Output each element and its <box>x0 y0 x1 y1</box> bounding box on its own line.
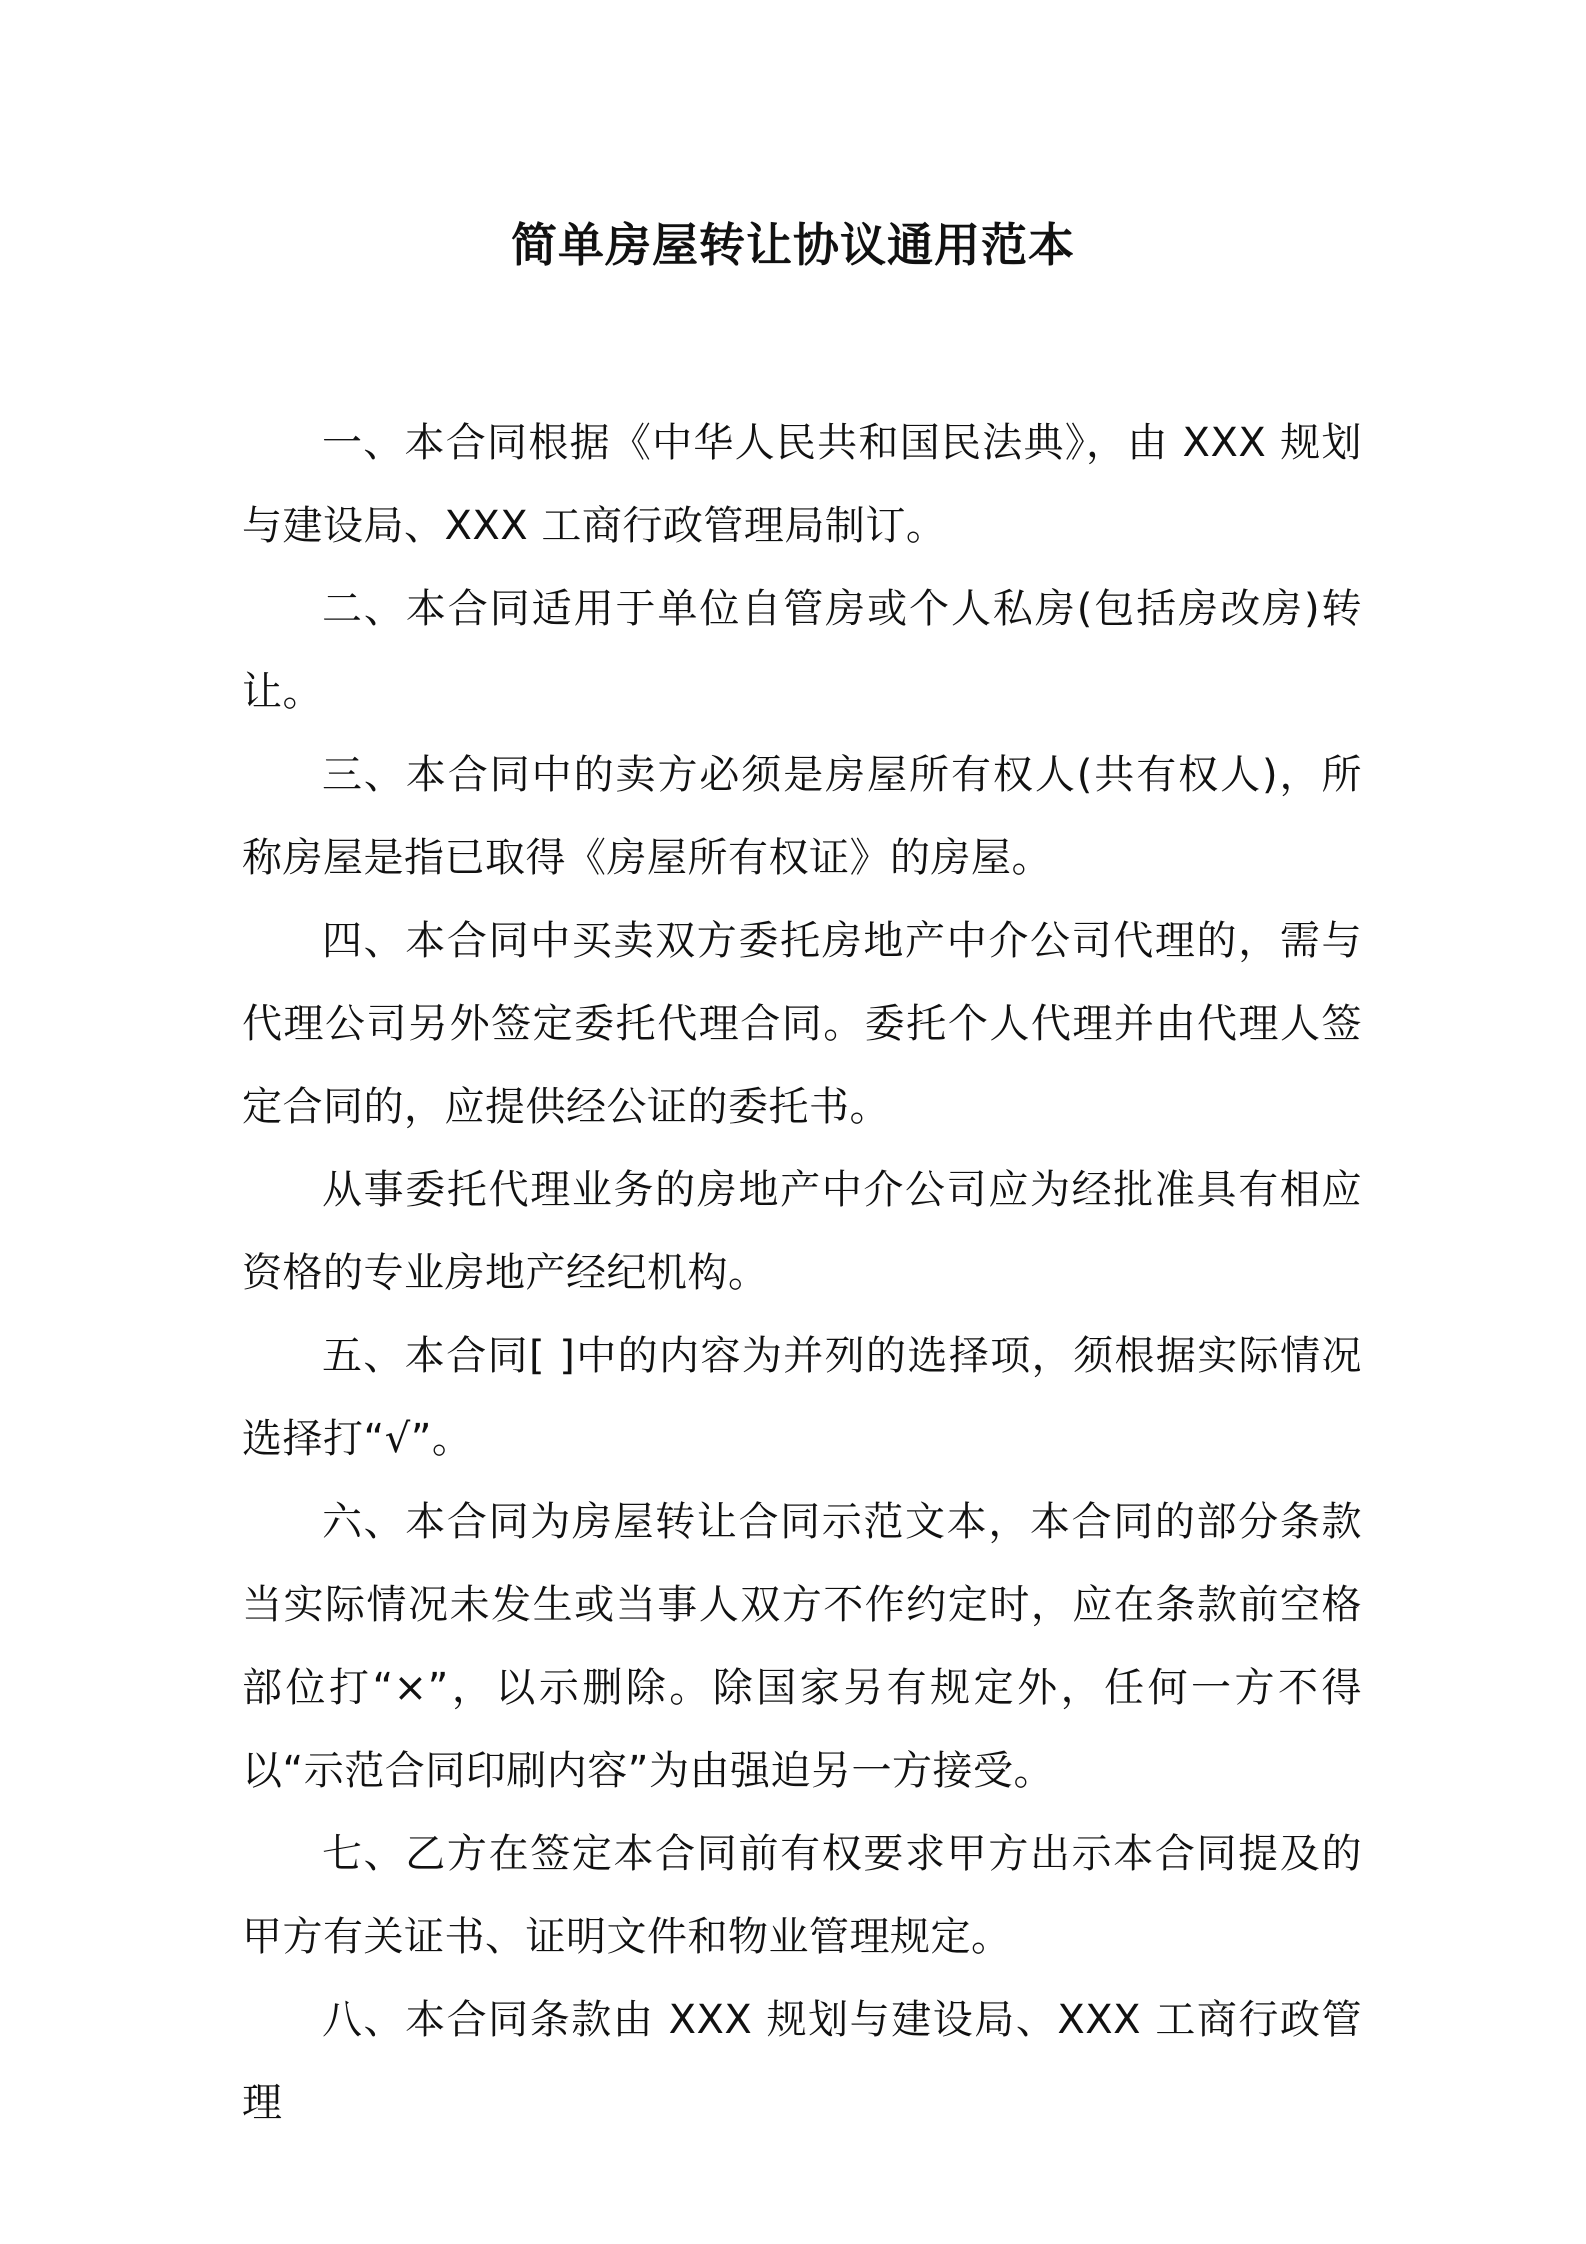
clause-4: 四、本合同中买卖双方委托房地产中介公司代理的，需与代理公司另外签定委托代理合同。委托个人代理并由代理人签定合同的，应提供经公证的委托书。 <box>242 918 1362 1130</box>
clause-5: 五、本合同[ ]中的内容为并列的选择项，须根据实际情况选择打“√”。 <box>242 1333 1362 1462</box>
document-title: 简单房屋转让协议通用范本 <box>511 218 1075 272</box>
clause-6: 六、本合同为房屋转让合同示范文本，本合同的部分条款当实际情况未发生或当事人双方不作约定时，应在条款前空格部位打“×”，以示删除。除国家另有规定外，任何一方不得以“示范合同印刷内容”为由强迫另一方接受。 <box>242 1499 1362 1794</box>
clause-1: 一、本合同根据《中华人民共和国民法典》，由 XXX 规划与建设局、XXX 工商行政管理局制订。 <box>242 420 1362 549</box>
clause-2: 二、本合同适用于单位自管房或个人私房(包括房改房)转让。 <box>242 586 1362 715</box>
clause-7: 七、乙方在签定本合同前有权要求甲方出示本合同提及的甲方有关证书、证明文件和物业管理规定。 <box>242 1831 1362 1960</box>
clause-8: 八、本合同条款由 XXX 规划与建设局、XXX 工商行政管理 <box>242 1997 1362 2126</box>
clause-4-note: 从事委托代理业务的房地产中介公司应为经批准具有相应资格的专业房地产经纪机构。 <box>242 1167 1362 1296</box>
document-body <box>242 402 1362 2145</box>
clause-3: 三、本合同中的卖方必须是房屋所有权人(共有权人)，所称房屋是指已取得《房屋所有权证》的房屋。 <box>242 752 1362 881</box>
